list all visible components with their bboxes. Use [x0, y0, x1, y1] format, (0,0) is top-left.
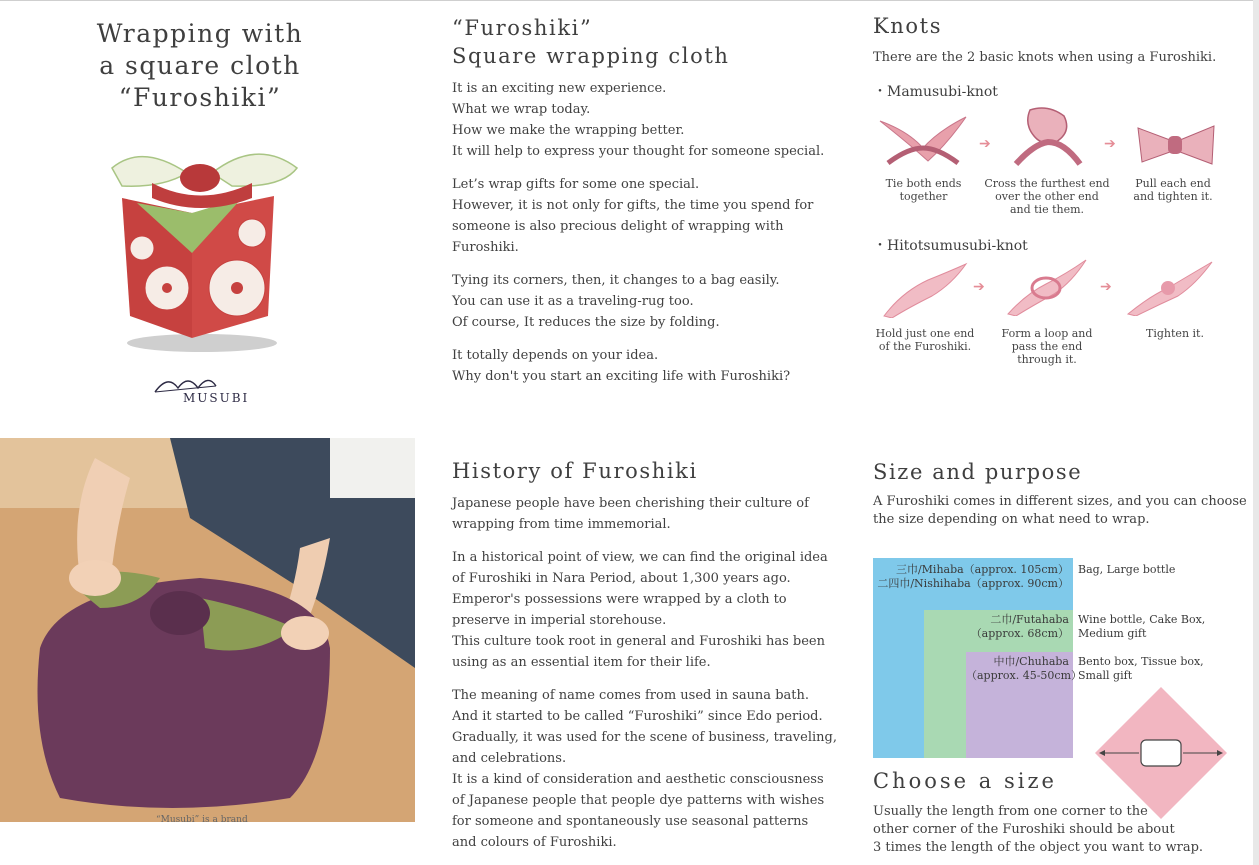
mamusubi-step-2-illustration	[1012, 106, 1084, 168]
choose-text: Usually the length from one corner to the other corner of the Furoshiki should be about 3 times the length of the object you want to wrap.	[873, 804, 1204, 855]
chuhaba-label: 中巾/Chuhaba （approx. 45-50cm）	[966, 655, 1083, 682]
hitotsumusubi-step-1-illustration	[882, 262, 968, 318]
hitotsumusubi-step-2-illustration	[1006, 258, 1088, 316]
history-paragraph: The meaning of name comes from used in sauna bath. And it started to be called “Furoshiki” since Edo period. Gradually, it was used for the scene of business, traveling, and celebrations. It is a kind of consideration and aesthetic consciousness of Japanese people that people dye patterns with wishes for someone and spontaneously use seasonal patterns and colours of Furoshiki.	[452, 688, 837, 850]
main-title: Wrapping with a square cloth “Furoshiki”	[96, 19, 304, 112]
brand-name: MUSUBI	[183, 391, 250, 405]
knots-intro: There are the 2 basic knots when using a Furoshiki.	[873, 50, 1217, 65]
hitotsumusubi-step-3-illustration	[1126, 260, 1214, 316]
futahaba-label: 二巾/Futahaba （approx. 68cm）	[970, 613, 1069, 640]
furoshiki-diamond-illustration	[1095, 687, 1227, 819]
mamusubi-step-1-caption: Tie both ends together	[885, 177, 962, 203]
hitotsumusubi-step-1-caption: Hold just one end of the Furoshiki.	[875, 327, 975, 353]
futahaba-purpose: Wine bottle, Cake Box, Medium gift	[1078, 613, 1206, 640]
mamusubi-step-2-caption: Cross the furthest end over the other end and tie them.	[984, 177, 1110, 216]
furoshiki-paragraph: Tying its corners, then, it changes to a bag easily. You can use it as a traveling-rug too. Of course, It reduces the size by folding.	[452, 273, 780, 330]
mamusubi-label: ・Mamusubi-knot	[873, 84, 998, 100]
furoshiki-paragraph: Let’s wrap gifts for some one special. However, it is not only for gifts, the time you spend for someone is also precious delight of wrapping with Furoshiki.	[452, 177, 814, 255]
size-title: Size and purpose	[873, 460, 1083, 484]
mihaba-label: 三巾/Mihaba（approx. 105cm） 二四巾/Nishihaba（approx. 90cm）	[877, 563, 1069, 590]
history-title: History of Furoshiki	[452, 459, 698, 483]
furoshiki-paragraph: It totally depends on your idea. Why don't you start an exciting life with Furoshiki?	[452, 348, 791, 384]
mamusubi-step-1-illustration	[878, 113, 968, 171]
page-edge	[1253, 0, 1259, 865]
mihaba-purpose: Bag, Large bottle	[1078, 563, 1176, 576]
arrow-right-icon: ➔	[973, 279, 985, 295]
history-paragraph: Japanese people have been cherishing their culture of wrapping from time immemorial.	[452, 496, 809, 532]
brand-caption: “Musubi” is a brand	[156, 815, 248, 825]
top-border	[0, 0, 1259, 1]
history-paragraph: In a historical point of view, we can find the original idea of Furoshiki in Nara Period, about 1,300 years ago. Emperor's possessions were wrapped by a cloth to preserve in imperial storehouse. This culture took root in general and Furoshiki has been using as an essential item for their life.	[452, 550, 828, 670]
hitotsumusubi-label: ・Hitotsumusubi-knot	[873, 238, 1028, 254]
mamusubi-step-3-illustration	[1136, 122, 1216, 166]
choose-title: Choose a size	[873, 769, 1057, 793]
hitotsumusubi-step-2-caption: Form a loop and pass the end through it.	[1001, 327, 1093, 366]
furoshiki-paragraph: It is an exciting new experience. What we wrap today. How we make the wrapping better. It will help to express your thought for someone special.	[452, 81, 825, 159]
mamusubi-step-3-caption: Pull each end and tighten it.	[1133, 177, 1213, 203]
hitotsumusubi-step-3-caption: Tighten it.	[1146, 327, 1204, 340]
size-intro: A Furoshiki comes in different sizes, and you can choose the size depending on what need to wrap.	[873, 494, 1247, 527]
arrow-right-icon: ➔	[979, 136, 991, 152]
knots-title: Knots	[873, 14, 943, 38]
wrapped-gift-illustration	[92, 138, 307, 358]
wrapping-photo	[0, 438, 415, 822]
chuhaba-purpose: Bento box, Tissue box, Small gift	[1078, 655, 1204, 682]
arrow-right-icon: ➔	[1104, 136, 1116, 152]
arrow-right-icon: ➔	[1100, 279, 1112, 295]
object-box	[1141, 740, 1181, 766]
furoshiki-title: “Furoshiki” Square wrapping cloth	[452, 16, 730, 68]
